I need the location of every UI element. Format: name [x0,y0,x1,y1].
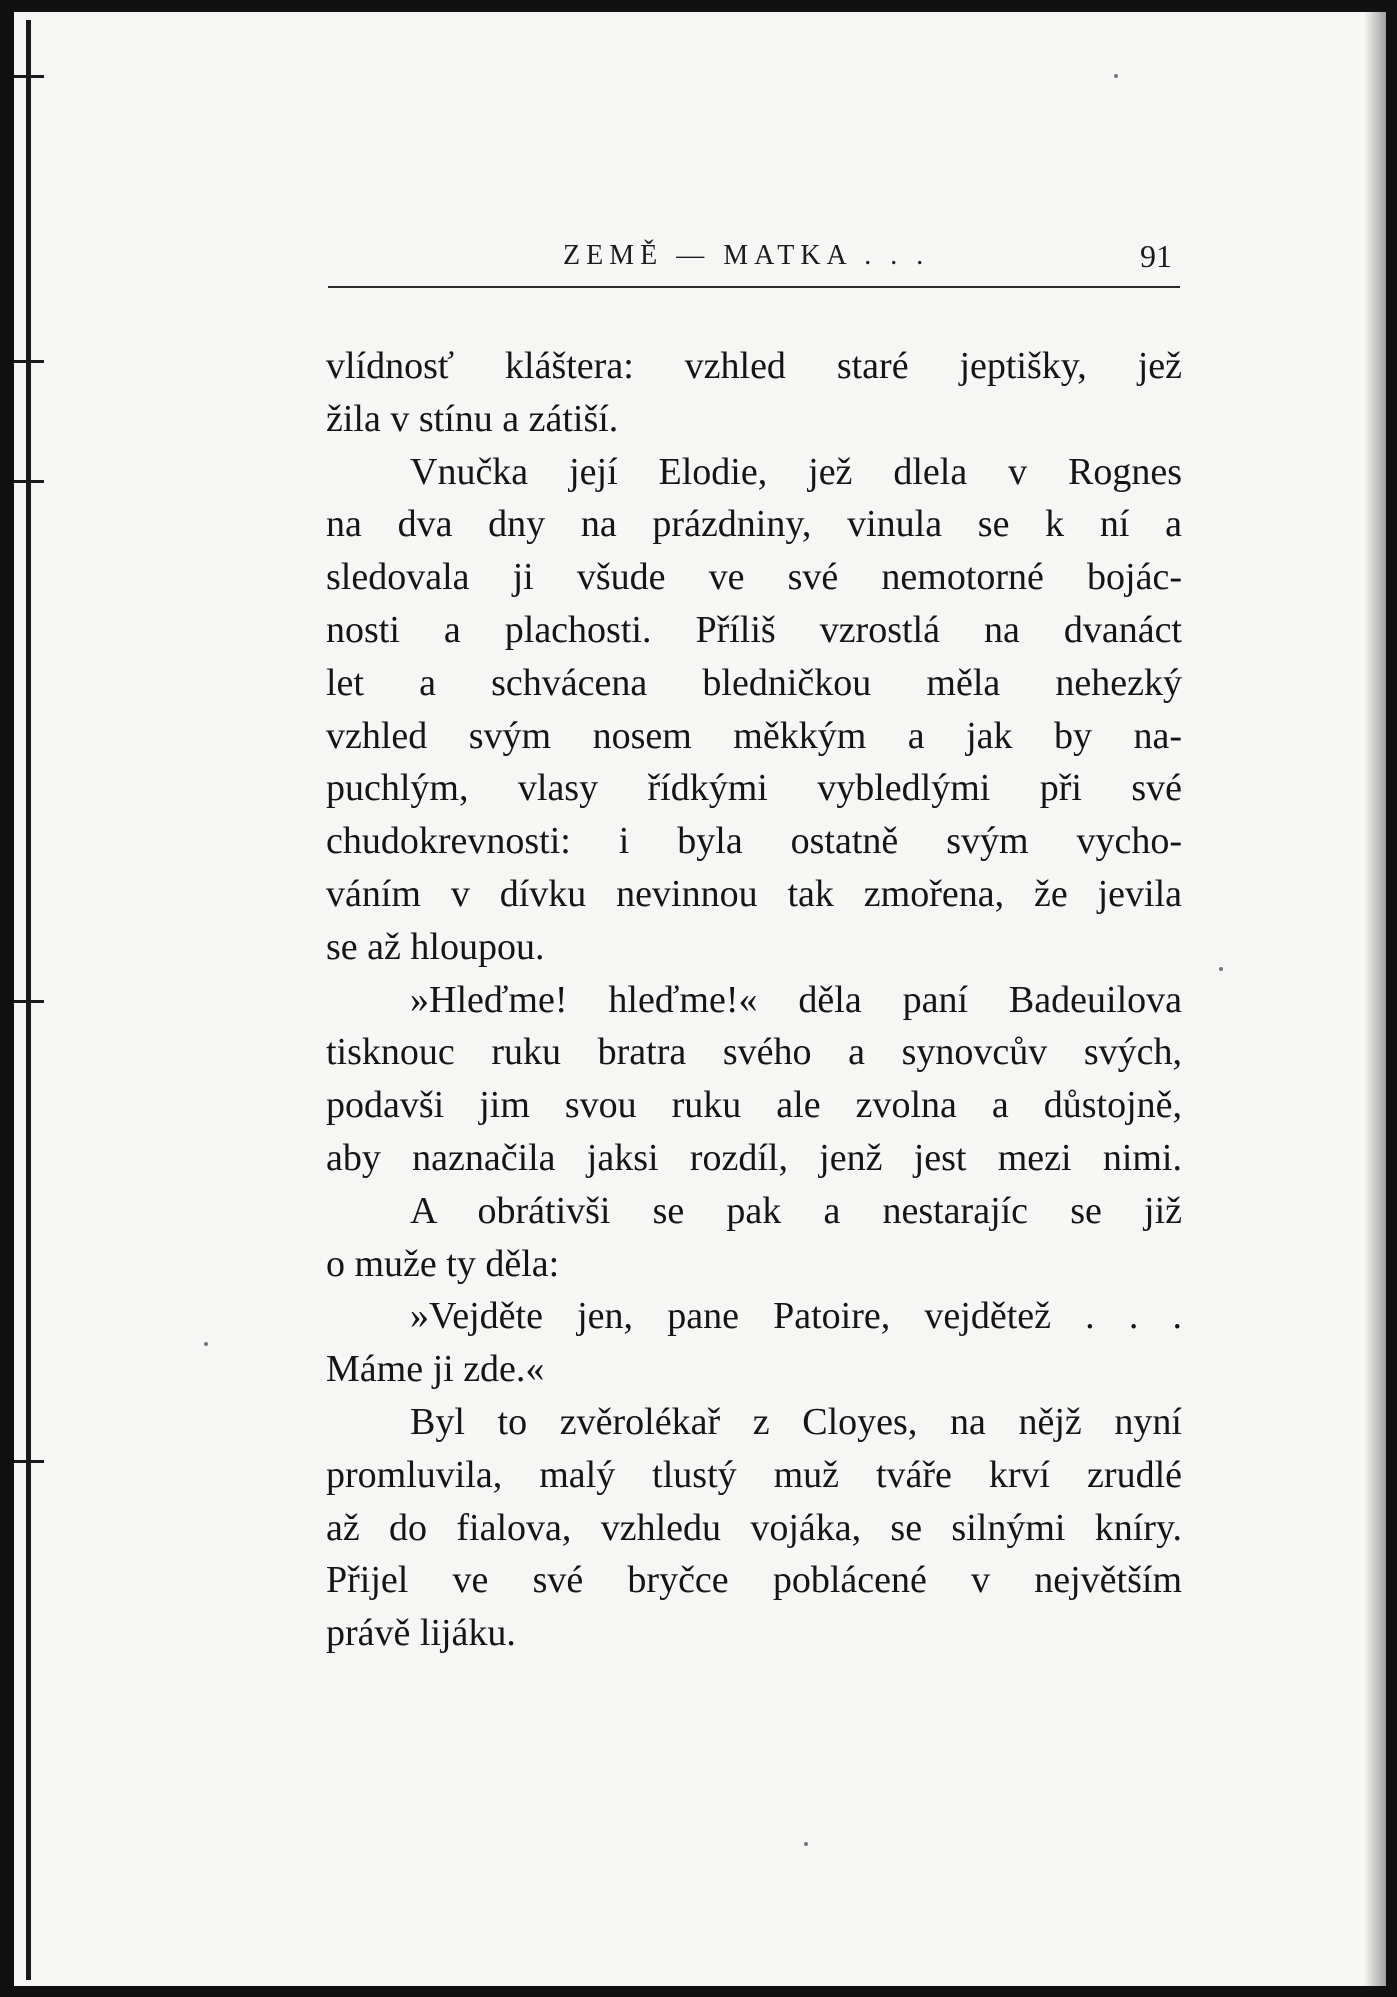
text-line: právě lijáku. [326,1612,516,1655]
paper-speck [804,1842,808,1846]
paper-speck [1114,74,1118,78]
text-line: »Vejděte jen, pane Patoire, vejdětež . . . [410,1295,1182,1338]
text-line: tisknouc ruku bratra svého a synovcův svých, [326,1031,1182,1074]
text-line: o muže ty děla: [326,1242,560,1285]
text-line: Vnučka její Elodie, jež dlela v Rognes [410,450,1182,493]
body-text [326,340,1182,1660]
text-line: až do fialova, vzhledu vojáka, se silnými kníry. [326,1506,1182,1549]
page-edge-shadow [1364,12,1386,1986]
page-number: 91 [1140,238,1172,274]
text-line: sledovala ji všude ve své nemotorné bojác- [326,556,1182,599]
text-line: »Hleďme! hleďme!« děla paní Badeuilova [410,978,1182,1021]
binding-mark [14,1460,44,1463]
text-line: let a schvácena bledničkou měla nehezký [326,661,1182,704]
header-rule [328,286,1180,288]
binding-mark [14,360,44,363]
text-line: Přijel ve své bryčce poblácené v největším [326,1559,1182,1602]
running-title: ZEMĚ — MATKA . . . [563,240,930,271]
binding-mark [14,480,44,483]
text-line: promluvila, malý tlustý muž tváře krví zrudlé [326,1453,1182,1496]
paper-speck [204,1342,208,1346]
text-line: A obrátivši se pak a nestarajíc se již [410,1189,1182,1232]
binding-mark [14,75,44,78]
text-line: vzhled svým nosem měkkým a jak by na- [326,714,1182,757]
text-line: Máme ji zde.« [326,1348,545,1391]
text-line: na dva dny na prázdniny, vinula se k ní a [326,503,1182,546]
binding-mark [14,1000,44,1003]
text-line: váním v dívku nevinnou tak zmořena, že jevila [326,872,1182,915]
page-header [328,232,1180,282]
text-line: aby naznačila jaksi rozdíl, jenž jest mezi nimi. [326,1136,1182,1179]
paper-speck [1219,967,1223,971]
text-line: Byl to zvěrolékař z Cloyes, na nějž nyní [410,1400,1182,1443]
text-line: žila v stínu a zátiší. [326,397,619,440]
text-line: vlídnosť kláštera: vzhled staré jeptišky, jež [326,345,1182,387]
text-line: nosti a plachosti. Příliš vzrostlá na dvanáct [326,608,1182,651]
text-line: puchlým, vlasy řídkými vybledlými při své [326,767,1182,810]
text-line: podavši jim svou ruku ale zvolna a důstojně, [326,1084,1182,1127]
text-line: se až hloupou. [326,925,545,968]
text-line: chudokrevnosti: i byla ostatně svým vycho- [326,820,1182,863]
